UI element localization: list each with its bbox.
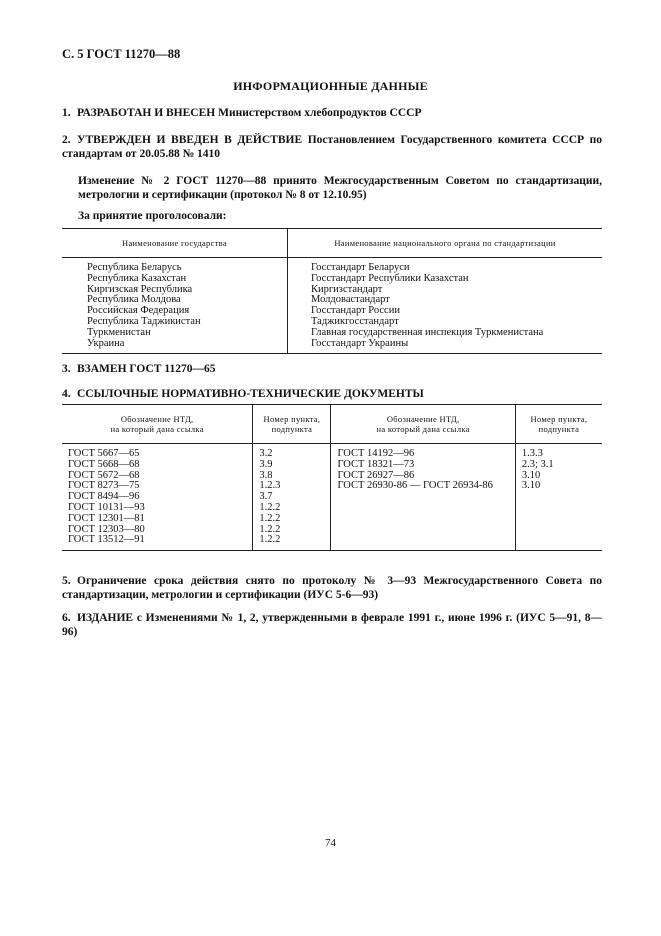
states-col-header-body: Наименование национального органа по стандартизации <box>288 229 603 258</box>
standards-body: Госстандарт Беларуси <box>311 262 410 273</box>
ref-item-number: 1.2.2 <box>259 523 281 535</box>
standards-body: Госстандарт Украины <box>311 337 409 349</box>
standards-body: Таджикгосстандарт <box>311 315 399 327</box>
standards-body: Госстандарт Республики Казахстан <box>311 272 469 284</box>
ref-document: ГОСТ 10131—93 <box>68 501 145 513</box>
section-2-number: 2. <box>62 134 71 146</box>
ref-document: ГОСТ 5667—65 <box>68 448 140 459</box>
section-4 <box>62 387 602 401</box>
ref-item-number: 1.2.2 <box>259 512 281 524</box>
ref-document: ГОСТ 13512—91 <box>68 534 145 546</box>
state-name: Республика Таджикистан <box>87 315 201 327</box>
ref-item-number: 3.10 <box>521 480 541 492</box>
document-title: ИНФОРМАЦИОННЫЕ ДАННЫЕ <box>233 79 428 93</box>
ref-col-header-item-left: Номер пункта, подпункта <box>253 405 331 444</box>
ref-item-number: 3.2 <box>259 448 273 459</box>
ref-item-right-column <box>515 444 602 551</box>
ref-document: ГОСТ 5672—68 <box>68 469 140 481</box>
state-name: Республика Казахстан <box>87 272 187 284</box>
section-6 <box>62 611 602 639</box>
ref-item-number: 1.2.3 <box>259 480 281 492</box>
standards-body: Киргизстандарт <box>311 283 383 295</box>
section-5-text: Ограничение срока действия снято по протоколу № 3—93 Межгосударственного Совета по стандартизации, метрологии и сертификации (ИУС 5-6—93) <box>62 575 602 601</box>
ref-document: ГОСТ 26930-86 — ГОСТ 26934-86 <box>337 480 493 492</box>
state-name: Киргизская Республика <box>87 283 193 295</box>
amendment-note: Изменение № 2 ГОСТ 11270—88 принято Межгосударственным Советом по стандартизации, метрологии и сертификации (протокол № 8 от 12.10.95) <box>78 175 602 201</box>
section-4-number: 4. <box>62 388 71 400</box>
ref-item-number: 3.10 <box>521 469 541 481</box>
ref-item-number: 3.8 <box>259 469 273 481</box>
references-table <box>62 404 602 551</box>
state-name: Республика Молдова <box>87 294 181 306</box>
ref-col-header-ntd-left: Обозначение НТД, на который дана ссылка <box>62 405 253 444</box>
state-name: Украина <box>87 337 125 349</box>
ref-item-number: 1.2.2 <box>259 501 281 513</box>
section-1-number: 1. <box>62 107 71 119</box>
section-5 <box>62 574 602 602</box>
section-2-text: Постановлением Государственного комитета СССР по стандартам от 20.05.88 № 1410 <box>62 134 603 160</box>
ref-item-number: 3.9 <box>259 458 273 470</box>
section-1-lead: РАЗРАБОТАН И ВНЕСЕН <box>77 107 216 119</box>
ref-document: ГОСТ 18321—73 <box>337 458 415 470</box>
state-name: Республика Беларусь <box>87 262 182 273</box>
states-table <box>62 228 602 354</box>
page-header: С. 5 ГОСТ 11270—88 <box>62 47 181 61</box>
ref-item-number: 2.3; 3.1 <box>521 458 554 470</box>
bodies-column <box>288 258 603 354</box>
ref-item-left-column <box>253 444 331 551</box>
ref-document: ГОСТ 12303—80 <box>68 523 145 535</box>
section-3-text: ВЗАМЕН ГОСТ 11270—65 <box>77 363 216 375</box>
ref-item-number: 1.3.3 <box>521 448 543 459</box>
section-6-text: с Изменениями № 1, 2, утвержденными в феврале 1991 г., июне 1996 г. (ИУС 5—91, 8—96) <box>62 612 603 638</box>
section-6-number: 6. <box>62 612 71 624</box>
ref-ntd-right-column <box>331 444 515 551</box>
section-2 <box>62 133 602 161</box>
section-4-text: ССЫЛОЧНЫЕ НОРМАТИВНО-ТЕХНИЧЕСКИЕ ДОКУМЕНТЫ <box>77 388 424 400</box>
ref-col-header-ntd-right: Обозначение НТД, на который дана ссылка <box>331 405 515 444</box>
ref-item-number: 1.2.2 <box>259 534 281 546</box>
section-3-number: 3. <box>62 363 71 375</box>
standards-body: Главная государственная инспекция Туркменистана <box>311 326 544 338</box>
section-2-lead: УТВЕРЖДЕН И ВВЕДЕН В ДЕЙСТВИЕ <box>77 134 303 146</box>
standards-body: Молдовастандарт <box>311 294 390 306</box>
ref-col-header-item-right: Номер пункта, подпункта <box>515 405 602 444</box>
voted-label: За принятие проголосовали: <box>78 210 227 222</box>
states-column <box>62 258 288 354</box>
ref-document: ГОСТ 8494—96 <box>68 491 140 503</box>
section-1 <box>62 106 602 120</box>
states-col-header-state: Наименование государства <box>62 229 288 258</box>
section-3 <box>62 362 602 376</box>
ref-ntd-left-column <box>62 444 253 551</box>
section-5-number: 5. <box>62 575 71 587</box>
ref-item-number: 3.7 <box>259 491 273 503</box>
ref-document: ГОСТ 12301—81 <box>68 512 145 524</box>
standards-body: Госстандарт России <box>311 305 400 317</box>
section-6-lead: ИЗДАНИЕ <box>77 612 134 624</box>
state-name: Российская Федерация <box>87 305 190 317</box>
ref-document: ГОСТ 5668—68 <box>68 458 140 470</box>
ref-document: ГОСТ 8273—75 <box>68 480 140 492</box>
page-number: 74 <box>325 837 336 849</box>
ref-document: ГОСТ 26927—86 <box>337 469 415 481</box>
ref-document: ГОСТ 14192—96 <box>337 448 415 459</box>
state-name: Туркменистан <box>87 326 151 338</box>
section-1-text: Министерством хлебопродуктов СССР <box>218 107 422 119</box>
